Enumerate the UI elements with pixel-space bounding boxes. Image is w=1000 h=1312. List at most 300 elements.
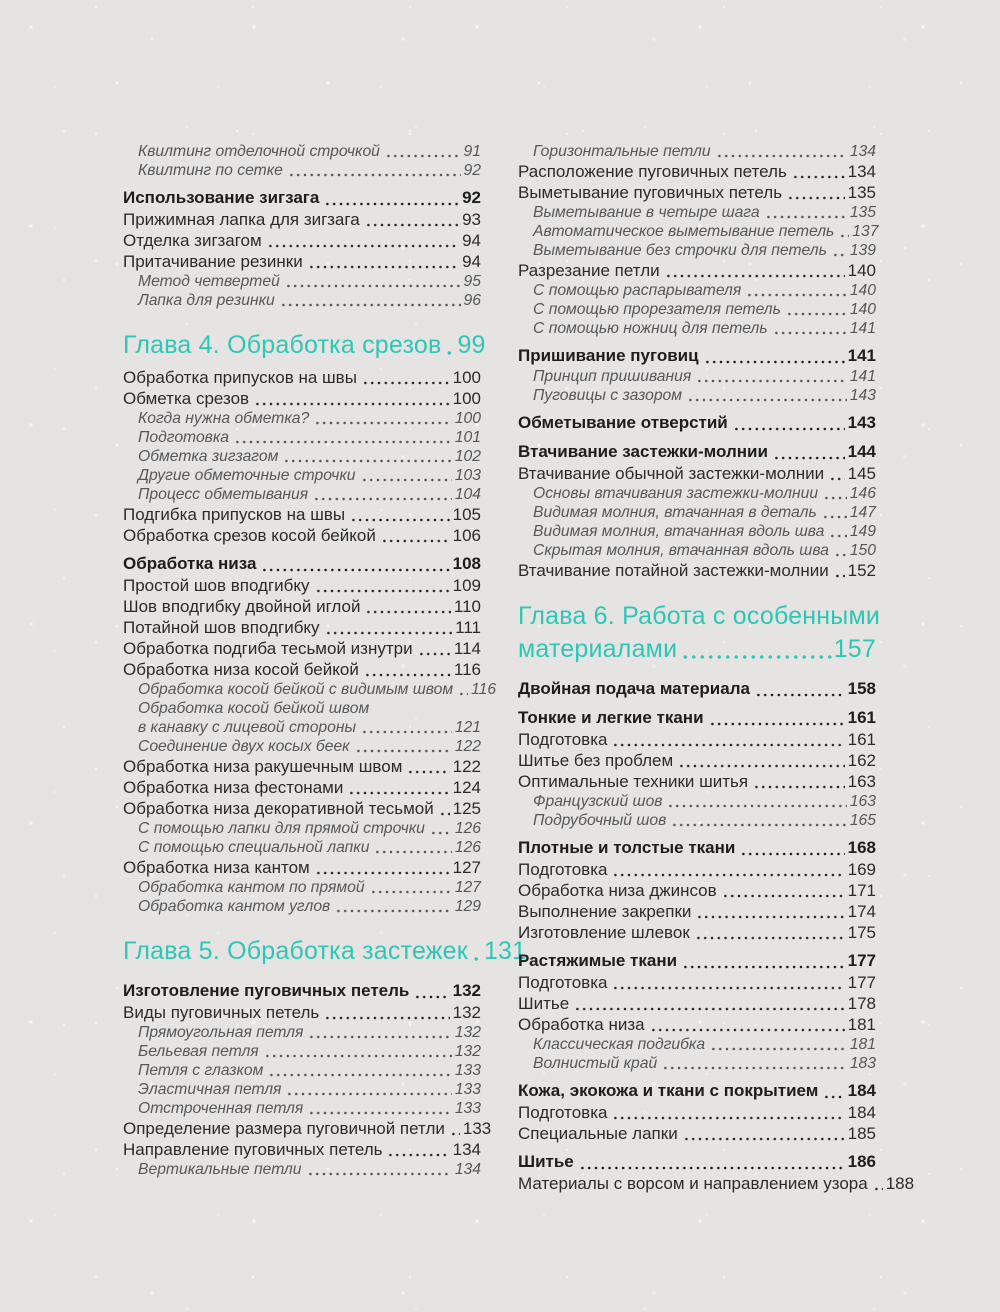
toc-row	[123, 525, 481, 546]
dotted-leader	[765, 215, 847, 219]
toc-entry-label: Изготовление шлевок	[518, 923, 690, 942]
toc-row	[518, 811, 876, 830]
toc-page-number: 133	[454, 1062, 481, 1079]
toc-entry-label: Обработка низа	[518, 1015, 645, 1034]
toc-row	[518, 142, 876, 161]
toc-row	[518, 367, 876, 386]
toc-row	[123, 857, 481, 878]
toc-row	[123, 251, 481, 272]
toc-entry-label: Пуговицы с зазором	[533, 387, 683, 404]
toc-page-number: 152	[847, 561, 876, 580]
toc-entry-label: Изготовление пуговичных петель	[123, 981, 410, 1000]
toc-page-number: 100	[452, 389, 481, 408]
toc-entry-label: Французский шов	[533, 793, 663, 810]
toc-page-number: 137	[852, 223, 879, 240]
toc-row	[123, 1042, 481, 1061]
toc-page-number: 162	[847, 751, 876, 770]
toc-row	[518, 950, 876, 972]
toc-entry-label: Обработка низа фестонами	[123, 778, 344, 797]
toc-page-number: 184	[847, 1103, 876, 1122]
dotted-leader	[324, 1016, 449, 1020]
toc-row	[123, 638, 481, 659]
toc-row	[518, 972, 876, 993]
toc-row	[123, 897, 481, 916]
dotted-leader	[355, 749, 452, 753]
toc-entry-label: Материалы с ворсом и направлением узора	[518, 1174, 868, 1193]
toc-page-number: 157	[833, 635, 876, 663]
dotted-leader	[308, 1111, 452, 1115]
toc-page-number: 114	[453, 639, 481, 658]
toc-entry-label: С помощью прорезателя петель	[533, 301, 781, 318]
toc-page-number: 141	[847, 346, 876, 365]
toc-page-number: 144	[847, 442, 876, 461]
toc-entry-label: Направление пуговичных петель	[123, 1140, 383, 1159]
toc-row	[518, 345, 876, 367]
toc-page-number: 141	[849, 368, 876, 385]
toc-page-number: 99	[457, 331, 486, 359]
toc-row	[123, 718, 481, 737]
toc-entry-label: С помощью лапки для прямой строчки	[138, 820, 425, 837]
toc-entry-label: Глава 6. Работа с особенными	[518, 602, 881, 630]
toc-row	[123, 1160, 481, 1179]
toc-chapter-row	[518, 634, 876, 664]
dotted-leader	[832, 253, 847, 257]
toc-page-number: 105	[452, 505, 481, 524]
toc-row	[123, 617, 481, 638]
toc-page-number: 178	[847, 994, 876, 1013]
toc-entry-label: Плотные и толстые ткани	[518, 838, 736, 857]
toc-entry-label: Обработка косой бейкой швом	[138, 700, 370, 717]
dotted-leader	[288, 173, 461, 177]
dotted-leader	[716, 154, 847, 158]
toc-entry-label: Обработка низа декоративной тесьмой	[123, 799, 434, 818]
dotted-leader	[678, 764, 844, 768]
dotted-leader	[740, 852, 844, 856]
toc-row	[123, 777, 481, 798]
toc-row	[123, 878, 481, 897]
toc-page-number: 100	[452, 368, 481, 387]
toc-page-number: 127	[454, 879, 481, 896]
toc-row	[518, 386, 876, 405]
dotted-leader	[650, 1028, 845, 1032]
toc-row	[123, 142, 481, 161]
dotted-leader	[823, 496, 847, 500]
toc-page-number: 94	[462, 231, 481, 250]
toc-entry-label: Выполнение закрепки	[518, 902, 692, 921]
toc-chapter-row	[123, 330, 486, 360]
toc-page-number: 185	[847, 1124, 876, 1143]
toc-row	[518, 993, 876, 1014]
toc-row	[123, 209, 481, 230]
dotted-leader	[261, 568, 449, 572]
dotted-leader	[773, 456, 845, 460]
dotted-leader	[268, 1073, 451, 1077]
toc-row	[123, 428, 481, 447]
dotted-leader	[315, 589, 450, 593]
toc-row	[123, 409, 481, 428]
toc-entry-label: Видимая молния, втачанная в деталь	[533, 504, 817, 521]
dotted-leader	[407, 770, 449, 774]
dotted-leader	[264, 1054, 452, 1058]
toc-entry-label: Обработка низа ракушечным швом	[123, 757, 403, 776]
dotted-leader	[387, 1153, 449, 1157]
toc-entry-label: Обработка низа	[123, 554, 257, 573]
toc-row	[123, 1118, 492, 1139]
toc-row	[123, 1061, 481, 1080]
toc-page-number: 171	[847, 881, 876, 900]
dotted-leader	[445, 350, 455, 356]
toc-page-number: 188	[885, 1174, 915, 1193]
toc-page-number: 134	[847, 162, 876, 181]
toc-entry-label: Метод четвертей	[138, 273, 280, 290]
dotted-leader	[439, 812, 450, 816]
toc-entry-label: Втачивание обычной застежки-молнии	[518, 464, 825, 483]
toc-column-left	[123, 142, 527, 1194]
toc-row	[518, 1151, 876, 1173]
dotted-leader	[325, 631, 453, 635]
toc-page-number: 135	[847, 183, 876, 202]
toc-entry-label: Кожа, экокожа и ткани с покрытием	[518, 1081, 819, 1100]
toc-entry-label: Обметывание отверстий	[518, 413, 728, 432]
toc-page-number: 149	[849, 523, 876, 540]
toc-row	[518, 241, 876, 260]
toc-page-number: 131	[483, 937, 527, 965]
dotted-leader	[704, 360, 845, 364]
toc-page-number: 175	[847, 923, 876, 942]
toc-entry-label: Квилтинг по сетке	[138, 162, 283, 179]
toc-page-number: 134	[452, 1140, 481, 1159]
toc-row	[518, 880, 876, 901]
dotted-leader	[414, 995, 449, 999]
toc-entry-label: Шов вподгибку двойной иглой	[123, 597, 361, 616]
toc-page-number: 184	[847, 1081, 876, 1100]
dotted-leader	[579, 1166, 845, 1170]
toc-column-right	[518, 142, 915, 1194]
toc-entry-label: Основы втачивания застежки-молнии	[533, 485, 819, 502]
dotted-leader	[695, 936, 845, 940]
toc-entry-label: Притачивание резинки	[123, 252, 303, 271]
toc-page-number: 135	[849, 204, 876, 221]
toc-entry-label: Глава 4. Обработка срезов	[123, 331, 442, 359]
toc-entry-label: материалами	[518, 635, 678, 663]
toc-row	[518, 1035, 876, 1054]
dotted-leader	[314, 421, 452, 425]
dotted-leader	[374, 850, 451, 854]
dotted-leader	[667, 804, 846, 808]
toc-row	[123, 980, 481, 1002]
dotted-leader	[822, 515, 847, 519]
dotted-leader	[829, 477, 844, 481]
dotted-leader	[362, 381, 450, 385]
toc-page-number: 139	[849, 242, 876, 259]
toc-page-number: 124	[452, 778, 481, 797]
toc-row	[518, 560, 876, 581]
toc-entry-label: Подготовка	[518, 730, 608, 749]
toc-page-number: 165	[849, 812, 876, 829]
dotted-leader	[283, 459, 451, 463]
toc-page-number: 150	[849, 542, 876, 559]
dotted-leader	[696, 915, 844, 919]
dotted-leader	[254, 402, 450, 406]
toc-entry-label: Тонкие и легкие ткани	[518, 708, 704, 727]
toc-row	[123, 553, 481, 575]
toc-entry-label: С помощью распарывателя	[533, 282, 742, 299]
toc-entry-label: Подготовка	[518, 860, 608, 879]
toc-page-number: 140	[847, 261, 876, 280]
toc-page-number: 146	[849, 485, 876, 502]
toc-entry-label: Использование зигзага	[123, 188, 320, 207]
dotted-leader	[682, 965, 845, 969]
toc-page-number: 132	[454, 1043, 481, 1060]
toc-page-number: 140	[849, 282, 876, 299]
toc-page-number: 145	[847, 464, 876, 483]
toc-page-number: 163	[849, 793, 876, 810]
toc-page-number: 133	[462, 1119, 492, 1138]
toc-entry-label: Расположение пуговичных петель	[518, 162, 787, 181]
toc-page-number: 181	[847, 1015, 876, 1034]
toc-entry-label: Втачивание застежки-молнии	[518, 442, 768, 461]
toc-entry-label: Петля с глазком	[138, 1062, 264, 1079]
toc-entry-label: Скрытая молния, втачанная вдоль шва	[533, 542, 829, 559]
toc-page-number: 111	[455, 618, 481, 637]
toc-entry-label: Обработка подгиба тесьмой изнутри	[123, 639, 413, 658]
toc-page-number: 133	[454, 1100, 481, 1117]
toc-page-number: 129	[454, 898, 481, 915]
toc-page-number: 134	[849, 143, 876, 160]
dotted-leader	[286, 1092, 451, 1096]
toc-entry-label: Подготовка	[518, 1103, 608, 1122]
dotted-leader	[335, 909, 452, 913]
toc-row	[518, 484, 876, 503]
toc-entry-label: Простой шов вподгибку	[123, 576, 310, 595]
dotted-leader	[612, 743, 844, 747]
toc-row	[518, 161, 876, 182]
dotted-leader	[450, 1132, 460, 1136]
toc-row	[518, 522, 876, 541]
dotted-leader	[365, 223, 459, 227]
toc-row	[518, 678, 876, 700]
dotted-leader	[313, 497, 452, 501]
toc-row	[123, 1099, 481, 1118]
toc-page-number: 132	[452, 981, 481, 1000]
toc-entry-label: С помощью специальной лапки	[138, 839, 370, 856]
toc-row	[123, 187, 481, 209]
toc-page-number: 127	[452, 858, 481, 877]
toc-row	[123, 756, 481, 777]
dotted-leader	[829, 534, 846, 538]
toc-row	[518, 750, 876, 771]
toc-entry-label: Определение размера пуговичной петли	[123, 1119, 445, 1138]
dotted-leader	[285, 284, 461, 288]
toc-row	[518, 412, 876, 434]
toc-page-number: 100	[454, 410, 481, 427]
toc-entry-label: Отделка зигзагом	[123, 231, 262, 250]
toc-entry-label: Бельевая петля	[138, 1043, 259, 1060]
toc-row	[518, 1080, 876, 1102]
toc-entry-label: Шитье	[518, 1152, 574, 1171]
toc-entry-label: Обработка кантом по прямой	[138, 879, 365, 896]
toc-entry-label: Специальные лапки	[518, 1124, 678, 1143]
toc-row	[518, 1054, 876, 1073]
toc-entry-label: Вертикальные петли	[138, 1161, 302, 1178]
toc-page-number: 174	[847, 902, 876, 921]
dotted-leader	[755, 693, 845, 697]
dotted-leader	[234, 440, 452, 444]
toc-entry-label: Обработка припусков на швы	[123, 368, 357, 387]
toc-entry-label: Оптимальные техники шитья	[518, 772, 749, 791]
dotted-leader	[681, 654, 831, 660]
toc-entry-label: Обработка низа джинсов	[518, 881, 717, 900]
toc-entry-label: Волнистый край	[533, 1055, 658, 1072]
dotted-leader	[612, 1116, 844, 1120]
toc-row	[518, 1173, 915, 1194]
dotted-leader	[773, 331, 847, 335]
dotted-leader	[385, 154, 461, 158]
dotted-leader	[361, 478, 452, 482]
dotted-leader	[350, 518, 450, 522]
dotted-leader	[574, 1007, 844, 1011]
dotted-leader	[665, 274, 845, 278]
dotted-leader	[348, 791, 449, 795]
toc-row	[123, 659, 481, 680]
toc-row	[518, 792, 876, 811]
toc-row	[123, 291, 481, 310]
toc-entry-label: Лапка для резинки	[138, 292, 275, 309]
toc-page-number: 108	[452, 554, 481, 573]
toc-page-number: 183	[849, 1055, 876, 1072]
table-of-contents	[123, 142, 915, 1194]
toc-page-number: 169	[847, 860, 876, 879]
dotted-leader	[873, 1187, 883, 1191]
toc-page-number: 132	[454, 1024, 481, 1041]
toc-page-number: 168	[847, 838, 876, 857]
toc-page-number: 163	[847, 772, 876, 791]
dotted-leader	[710, 1047, 847, 1051]
toc-row	[123, 161, 481, 180]
toc-page-number: 122	[452, 757, 481, 776]
toc-page-number: 177	[847, 951, 876, 970]
toc-row	[518, 319, 876, 338]
toc-row	[518, 1102, 876, 1123]
dotted-leader	[364, 673, 451, 677]
dotted-leader	[733, 427, 845, 431]
dotted-leader	[671, 823, 847, 827]
toc-page-number: 102	[454, 448, 481, 465]
toc-row	[123, 699, 481, 718]
toc-entry-label: в канавку с лицевой стороны	[138, 719, 357, 736]
toc-entry-label: Обметка зигзагом	[138, 448, 279, 465]
toc-entry-label: Процесс обметывания	[138, 486, 309, 503]
dotted-leader	[823, 1095, 844, 1099]
toc-page-number: 104	[454, 486, 481, 503]
toc-page-number: 109	[452, 576, 481, 595]
toc-entry-label: Выметывание пуговичных петель	[518, 183, 783, 202]
toc-page-number: 95	[463, 273, 481, 290]
toc-page-number: 161	[847, 708, 876, 727]
toc-page-number: 106	[452, 526, 481, 545]
dotted-leader	[753, 785, 845, 789]
toc-entry-label: Выметывание в четыре шага	[533, 204, 760, 221]
dotted-leader	[418, 652, 451, 656]
toc-row	[518, 859, 876, 880]
toc-page-number: 181	[849, 1036, 876, 1053]
dotted-leader	[787, 196, 845, 200]
dotted-leader	[430, 831, 452, 835]
toc-row	[518, 837, 876, 859]
toc-page-number: 141	[849, 320, 876, 337]
toc-row	[518, 1014, 876, 1035]
toc-page-number: 103	[454, 467, 481, 484]
toc-entry-label: Соединение двух косых беек	[138, 738, 350, 755]
dotted-leader	[786, 312, 847, 316]
toc-page-number: 147	[849, 504, 876, 521]
toc-row	[123, 737, 481, 756]
dotted-leader	[612, 873, 844, 877]
toc-row	[123, 272, 481, 291]
toc-row	[518, 901, 876, 922]
toc-row	[123, 447, 481, 466]
toc-row	[123, 485, 481, 504]
toc-entry-label: Подготовка	[518, 973, 608, 992]
dotted-leader	[709, 722, 845, 726]
toc-entry-label: Автоматическое выметывание петель	[533, 223, 835, 240]
dotted-leader	[370, 890, 452, 894]
toc-row	[518, 707, 876, 729]
toc-page-number: 126	[454, 820, 481, 837]
toc-entry-label: Шитье	[518, 994, 570, 1013]
dotted-leader	[458, 692, 468, 696]
dotted-leader	[361, 730, 452, 734]
toc-entry-label: Видимая молния, втачанная вдоль шва	[533, 523, 825, 540]
toc-entry-label: Растяжимые ткани	[518, 951, 678, 970]
toc-page-number: 116	[471, 681, 497, 698]
dotted-leader	[696, 379, 847, 383]
dotted-leader	[280, 303, 461, 307]
dotted-leader	[315, 871, 450, 875]
toc-page-number: 186	[847, 1152, 876, 1171]
toc-entry-label: Прямоугольная петля	[138, 1024, 304, 1041]
dotted-leader	[307, 1172, 452, 1176]
toc-entry-label: Пришивание пуговиц	[518, 346, 699, 365]
toc-row	[518, 281, 876, 300]
toc-page-number: 143	[847, 413, 876, 432]
toc-page-number: 94	[462, 252, 481, 271]
toc-entry-label: Когда нужна обметка?	[138, 410, 310, 427]
dotted-leader	[722, 894, 845, 898]
toc-row	[518, 922, 876, 943]
toc-entry-label: Квилтинг отделочной строчкой	[138, 143, 380, 160]
dotted-leader	[662, 1066, 847, 1070]
toc-row	[518, 222, 879, 241]
toc-entry-label: Обработка срезов косой бейкой	[123, 526, 376, 545]
toc-page-number: 125	[452, 799, 481, 818]
toc-entry-label: Обработка косой бейкой с видимым швом	[138, 681, 454, 698]
toc-entry-label: Подготовка	[138, 429, 229, 446]
toc-row	[123, 230, 481, 251]
toc-row	[518, 463, 876, 484]
toc-row	[123, 1080, 481, 1099]
toc-page-number: 134	[454, 1161, 481, 1178]
toc-entry-label: Выметывание без строчки для петель	[533, 242, 827, 259]
toc-row	[123, 367, 481, 388]
toc-page-number: 92	[463, 162, 481, 179]
toc-page-number: 93	[462, 210, 481, 229]
toc-row	[123, 680, 497, 699]
dotted-leader	[381, 539, 450, 543]
toc-page-number: 101	[454, 429, 481, 446]
toc-entry-label: Классическая подгибка	[533, 1036, 706, 1053]
toc-row	[123, 575, 481, 596]
